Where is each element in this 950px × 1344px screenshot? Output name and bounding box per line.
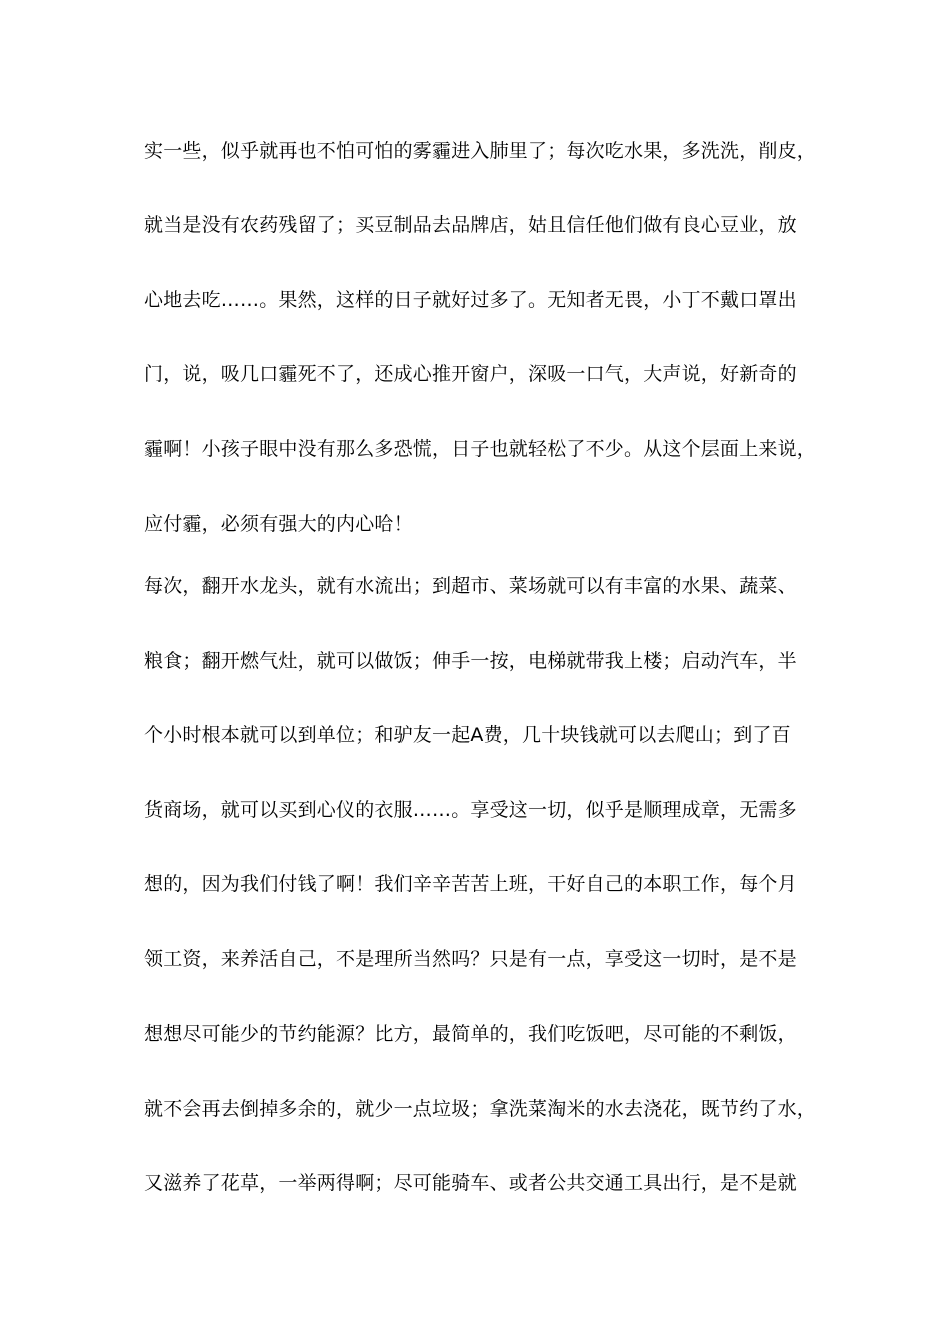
text-line: 个小时根本就可以到单位；和驴友一起A费，几十块钱就可以去爬山；到了百 — [144, 724, 791, 746]
text-line: 每次，翻开水龙头，就有水流出；到超市、菜场就可以有丰富的水果、蔬菜、 — [144, 575, 797, 597]
text-line: 就当是没有农药残留了；买豆制品去品牌店，姑且信任他们做有良心豆业，放 — [144, 214, 797, 236]
text-line: 应付霾，必须有强大的内心哈！ — [144, 513, 413, 535]
text-line: 门，说，吸几口霾死不了，还成心推开窗户，深吸一口气，大声说，好新奇的 — [144, 363, 797, 385]
text-line: 又滋养了花草，一举两得啊；尽可能骑车、或者公共交通工具出行，是不是就 — [144, 1172, 797, 1194]
text-line: 想的，因为我们付钱了啊！我们辛辛苦苦上班，干好自己的本职工作，每个月 — [144, 873, 797, 895]
text-line: 实一些，似乎就再也不怕可怕的雾霾进入肺里了；每次吃水果，多洗洗，削皮， — [144, 140, 817, 162]
text-line: 心地去吃……。果然，这样的日子就好过多了。无知者无畏，小丁不戴口罩出 — [144, 289, 797, 311]
text-line: 霾啊！小孩子眼中没有那么多恐慌，日子也就轻松了不少。从这个层面上来说， — [144, 438, 817, 460]
text-line: 想想尽可能少的节约能源？比方，最简单的，我们吃饭吧，尽可能的不剩饭， — [144, 1023, 797, 1045]
text-line: 货商场，就可以买到心仪的衣服……。享受这一切，似乎是顺理成章，无需多 — [144, 799, 797, 821]
text-line: 就不会再去倒掉多余的，就少一点垃圾；拿洗菜淘米的水去浇花，既节约了水， — [144, 1098, 817, 1120]
text-line: 领工资，来养活自己，不是理所当然吗？只是有一点，享受这一切时，是不是 — [144, 948, 797, 970]
text-line: 粮食；翻开燃气灶，就可以做饭；伸手一按，电梯就带我上楼；启动汽车，半 — [144, 650, 797, 672]
